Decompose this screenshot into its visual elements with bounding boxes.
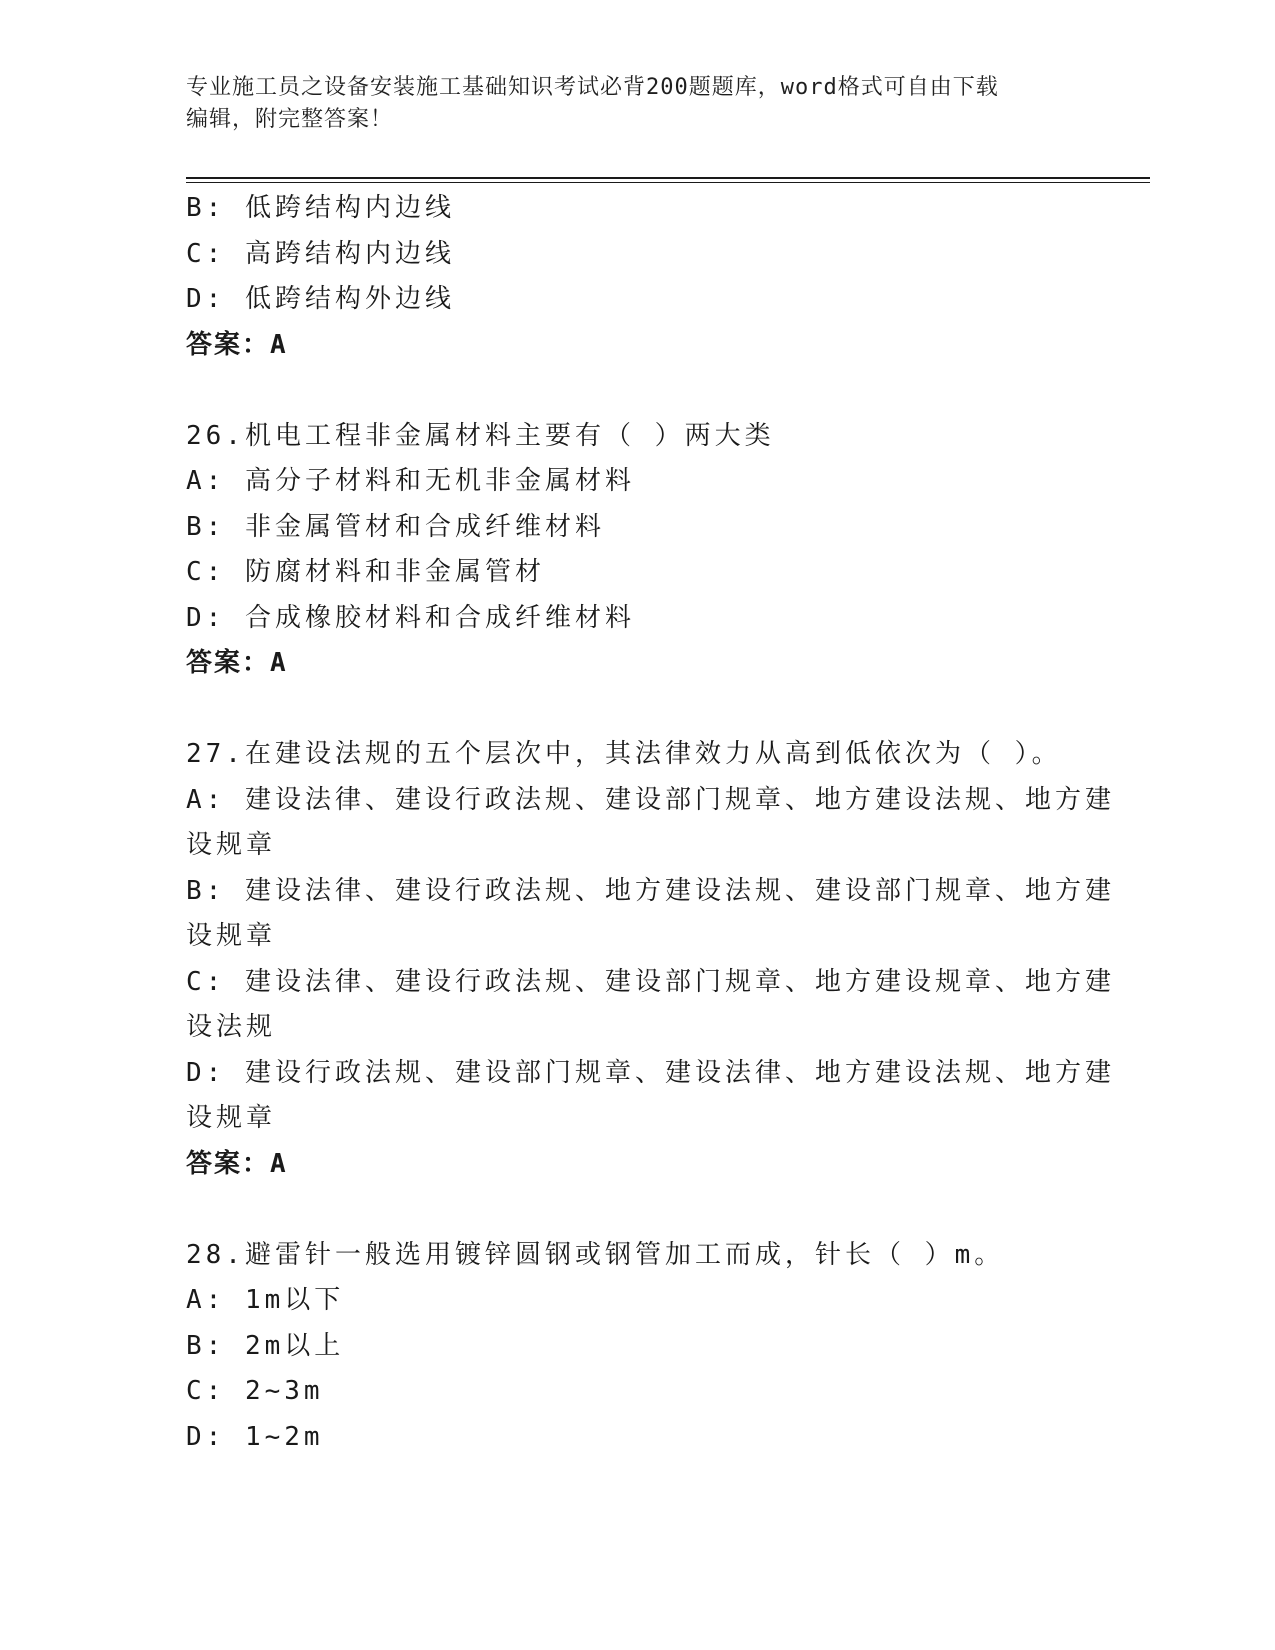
header-title-line-2: 编辑，附完整答案！ bbox=[186, 107, 394, 132]
option-a: A: 高分子材料和无机非金属材料 bbox=[186, 466, 635, 496]
option-b: B: 非金属管材和合成纤维材料 bbox=[186, 511, 605, 542]
option-b-line-2: 设规章 bbox=[186, 921, 277, 951]
option-d-line-2: 设规章 bbox=[186, 1103, 277, 1133]
option-d-line-1: D: 建设行政法规、建设部门规章、建设法律、地方建设法规、地方建 bbox=[186, 1057, 1115, 1088]
question-26 bbox=[186, 414, 1086, 687]
question-text: 26.机电工程非金属材料主要有（ ）两大类 bbox=[186, 420, 775, 451]
answer-label: 答案：A bbox=[186, 648, 288, 678]
spacer bbox=[186, 1187, 1086, 1233]
question-list bbox=[186, 186, 1115, 1460]
option-d: D: 低跨结构外边线 bbox=[186, 284, 455, 314]
option-b: B: 2m以上 bbox=[186, 1330, 345, 1361]
question-27 bbox=[186, 732, 1115, 1187]
question-28 bbox=[186, 1233, 1086, 1461]
spacer bbox=[186, 368, 1086, 414]
header-divider-thin bbox=[186, 182, 1150, 183]
question-text: 28.避雷针一般选用镀锌圆钢或钢管加工而成，针长（ ）m。 bbox=[186, 1239, 1005, 1270]
answer-label: 答案：A bbox=[186, 329, 288, 360]
option-c: C: 2~3m bbox=[186, 1376, 324, 1406]
option-c: C: 防腐材料和非金属管材 bbox=[186, 557, 545, 587]
question-25 bbox=[186, 186, 1086, 368]
option-c: C: 高跨结构内边线 bbox=[186, 238, 455, 269]
option-a-line-2: 设规章 bbox=[186, 830, 277, 860]
option-d: D: 1~2m bbox=[186, 1421, 324, 1452]
question-text: 27.在建设法规的五个层次中，其法律效力从高到低依次为（ ）。 bbox=[186, 739, 1062, 769]
option-a-line-1: A: 建设法律、建设行政法规、建设部门规章、地方建设法规、地方建 bbox=[186, 784, 1115, 815]
document-header bbox=[186, 72, 1066, 136]
option-d: D: 合成橡胶材料和合成纤维材料 bbox=[186, 602, 635, 633]
option-b: B: 低跨结构内边线 bbox=[186, 193, 455, 223]
answer-label: 答案：A bbox=[186, 1148, 288, 1179]
option-b-line-1: B: 建设法律、建设行政法规、地方建设法规、建设部门规章、地方建 bbox=[186, 875, 1115, 906]
spacer bbox=[186, 687, 1086, 733]
option-a: A: 1m以下 bbox=[186, 1285, 345, 1315]
header-title-line-1: 专业施工员之设备安装施工基础知识考试必背200题题库，word格式可自由下载 bbox=[186, 75, 999, 100]
option-c-line-1: C: 建设法律、建设行政法规、建设部门规章、地方建设规章、地方建 bbox=[186, 966, 1115, 997]
option-c-line-2: 设法规 bbox=[186, 1012, 277, 1042]
header-divider-thick bbox=[186, 177, 1150, 179]
